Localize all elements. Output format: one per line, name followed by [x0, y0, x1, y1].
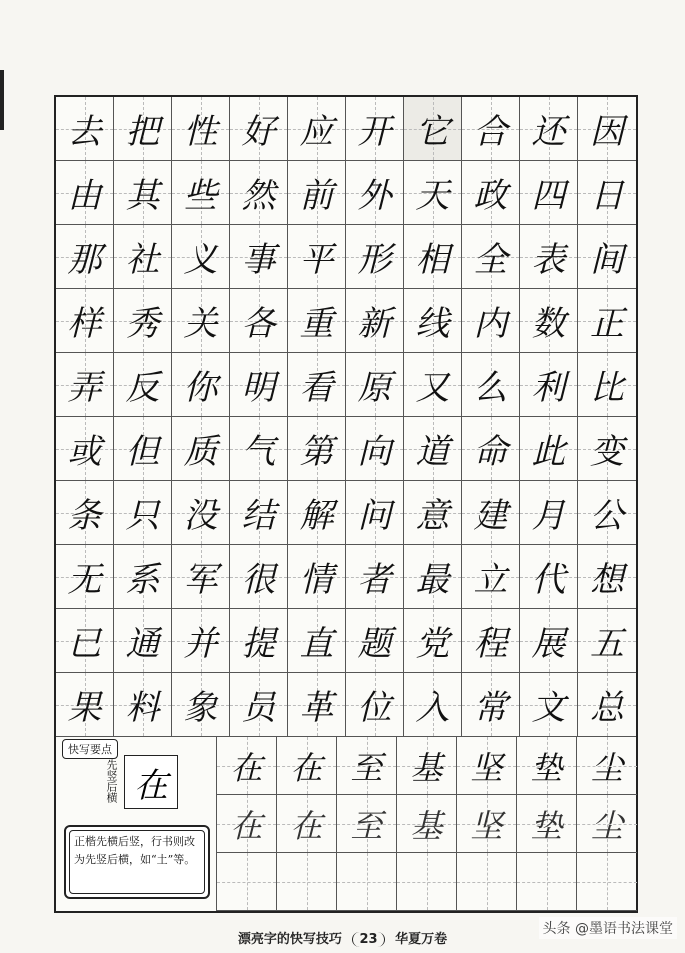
grid-character: 只 — [125, 496, 160, 536]
grid-character: 常 — [473, 688, 508, 728]
grid-character: 情 — [299, 560, 334, 600]
practice-cell — [217, 853, 277, 911]
grid-character: 政 — [473, 176, 508, 216]
grid-character: 你 — [183, 368, 218, 408]
practice-cell — [517, 795, 577, 853]
grid-cell — [346, 545, 404, 609]
grid-cell — [462, 609, 520, 673]
grid-character: 总 — [590, 688, 624, 728]
grid-cell — [230, 481, 288, 545]
grid-character: 么 — [473, 368, 508, 408]
grid-character: 开 — [357, 112, 392, 152]
grid-cell — [462, 225, 520, 289]
grid-cell — [578, 545, 636, 609]
grid-character: 军 — [183, 560, 218, 600]
grid-character: 很 — [241, 560, 276, 600]
grid-character: 果 — [67, 688, 102, 728]
grid-character: 第 — [299, 432, 334, 472]
grid-cell — [172, 545, 230, 609]
practice-character: 垫 — [530, 806, 563, 845]
grid-cell — [346, 353, 404, 417]
grid-character: 员 — [241, 688, 276, 728]
grid-cell — [462, 289, 520, 353]
page-number: 23 — [352, 932, 384, 947]
character-grid — [56, 97, 636, 737]
grid-cell — [230, 289, 288, 353]
grid-cell — [56, 609, 114, 673]
grid-character: 问 — [357, 496, 392, 536]
grid-character: 新 — [357, 304, 392, 344]
tip-note: 正楷先横后竖，行书则改为先竖后横，如“土”等。 — [64, 825, 210, 899]
grid-character: 它 — [415, 112, 450, 152]
grid-cell — [404, 545, 462, 609]
grid-cell — [172, 609, 230, 673]
grid-cell — [404, 481, 462, 545]
grid-character: 日 — [590, 176, 624, 216]
grid-character: 又 — [415, 368, 450, 408]
grid-cell — [462, 417, 520, 481]
grid-character: 全 — [473, 240, 508, 280]
grid-cell — [114, 353, 172, 417]
practice-cell — [577, 853, 637, 911]
grid-character: 但 — [125, 432, 160, 472]
copybook-page — [54, 95, 638, 913]
grid-cell — [230, 353, 288, 417]
grid-cell — [520, 353, 578, 417]
grid-cell — [346, 225, 404, 289]
grid-cell — [346, 609, 404, 673]
grid-cell — [578, 417, 636, 481]
grid-character: 外 — [357, 176, 392, 216]
grid-cell — [578, 353, 636, 417]
grid-character: 象 — [183, 688, 218, 728]
practice-cell — [517, 853, 577, 911]
grid-cell — [578, 225, 636, 289]
grid-cell — [520, 225, 578, 289]
grid-character: 此 — [531, 432, 566, 472]
grid-cell — [462, 97, 520, 161]
tip-vertical-text: 先竖后横 — [105, 759, 118, 803]
grid-cell — [520, 97, 578, 161]
grid-cell — [288, 353, 346, 417]
grid-character: 样 — [67, 304, 102, 344]
grid-character: 表 — [531, 240, 566, 280]
grid-cell — [114, 417, 172, 481]
grid-cell — [172, 353, 230, 417]
grid-character: 道 — [415, 432, 450, 472]
grid-character: 内 — [473, 304, 508, 344]
practice-cell — [277, 737, 337, 795]
grid-character: 位 — [357, 688, 392, 728]
grid-cell — [520, 673, 578, 737]
grid-character: 正 — [590, 304, 624, 344]
grid-cell — [114, 161, 172, 225]
grid-cell — [288, 225, 346, 289]
grid-cell — [56, 417, 114, 481]
grid-cell — [462, 481, 520, 545]
grid-character: 想 — [590, 560, 624, 600]
tip-label: 快写要点 — [62, 739, 118, 759]
grid-cell — [346, 481, 404, 545]
grid-cell — [56, 161, 114, 225]
grid-character: 原 — [357, 368, 392, 408]
practice-cell — [457, 795, 517, 853]
practice-character: 基 — [410, 748, 443, 787]
grid-cell — [288, 161, 346, 225]
grid-cell — [404, 609, 462, 673]
grid-cell — [288, 289, 346, 353]
grid-character: 利 — [531, 368, 566, 408]
grid-cell — [114, 97, 172, 161]
grid-cell — [172, 225, 230, 289]
tip-example-box — [124, 755, 178, 809]
grid-cell — [404, 161, 462, 225]
grid-character: 反 — [125, 368, 160, 408]
lower-section — [56, 737, 636, 911]
practice-cell — [397, 737, 457, 795]
grid-cell — [346, 289, 404, 353]
grid-cell — [404, 673, 462, 737]
grid-cell — [520, 481, 578, 545]
grid-cell — [578, 609, 636, 673]
grid-character: 关 — [183, 304, 218, 344]
grid-cell — [462, 545, 520, 609]
grid-character: 义 — [183, 240, 218, 280]
grid-character: 入 — [415, 688, 450, 728]
grid-character: 没 — [183, 496, 218, 536]
grid-cell — [404, 417, 462, 481]
tip-example-char: 在 — [134, 765, 168, 806]
grid-cell — [462, 673, 520, 737]
grid-character: 题 — [357, 624, 392, 664]
practice-cell — [277, 795, 337, 853]
practice-cell — [397, 853, 457, 911]
grid-character: 好 — [241, 112, 276, 152]
grid-character: 党 — [415, 624, 450, 664]
grid-character: 代 — [531, 560, 566, 600]
grid-character: 事 — [241, 240, 276, 280]
grid-character: 社 — [125, 240, 160, 280]
grid-cell — [172, 481, 230, 545]
practice-cell — [457, 853, 517, 911]
grid-character: 看 — [299, 368, 334, 408]
grid-character: 革 — [299, 688, 334, 728]
grid-cell — [172, 289, 230, 353]
grid-cell — [56, 353, 114, 417]
grid-character: 条 — [67, 496, 102, 536]
practice-character: 垫 — [530, 748, 563, 787]
grid-cell — [288, 417, 346, 481]
grid-cell — [56, 225, 114, 289]
grid-character: 提 — [241, 624, 276, 664]
practice-character: 在 — [290, 748, 323, 787]
grid-character: 系 — [125, 560, 160, 600]
grid-character: 质 — [183, 432, 218, 472]
grid-character: 平 — [299, 240, 334, 280]
practice-cell — [457, 737, 517, 795]
grid-cell — [114, 673, 172, 737]
grid-character: 解 — [299, 496, 334, 536]
practice-character: 坚 — [470, 748, 503, 787]
grid-cell — [346, 417, 404, 481]
grid-cell — [172, 417, 230, 481]
grid-cell — [288, 97, 346, 161]
grid-cell — [578, 673, 636, 737]
footer-title: 漂亮字的快写技巧 — [237, 932, 342, 947]
grid-character: 相 — [415, 240, 450, 280]
grid-cell — [520, 609, 578, 673]
grid-character: 些 — [183, 176, 218, 216]
grid-cell — [404, 353, 462, 417]
grid-character: 无 — [67, 560, 102, 600]
grid-cell — [56, 97, 114, 161]
grid-cell — [578, 289, 636, 353]
practice-character: 至 — [350, 748, 383, 787]
grid-cell — [404, 97, 462, 161]
practice-cell — [337, 853, 397, 911]
grid-character: 或 — [67, 432, 102, 472]
grid-character: 文 — [531, 688, 566, 728]
practice-grid — [216, 737, 637, 911]
grid-character: 重 — [299, 304, 334, 344]
grid-character: 者 — [357, 560, 392, 600]
grid-character: 那 — [67, 240, 102, 280]
grid-character: 去 — [67, 112, 102, 152]
grid-character: 展 — [531, 624, 566, 664]
grid-cell — [172, 673, 230, 737]
practice-cell — [217, 795, 277, 853]
practice-cell — [337, 737, 397, 795]
grid-character: 气 — [241, 432, 276, 472]
grid-character: 程 — [473, 624, 508, 664]
grid-cell — [230, 417, 288, 481]
practice-character: 基 — [410, 806, 443, 845]
practice-character: 坚 — [470, 806, 503, 845]
grid-character: 建 — [473, 496, 508, 536]
grid-character: 明 — [241, 368, 276, 408]
practice-cell — [577, 795, 637, 853]
grid-character: 应 — [299, 112, 334, 152]
grid-character: 因 — [590, 112, 624, 152]
practice-cell — [337, 795, 397, 853]
grid-cell — [346, 673, 404, 737]
practice-character: 尘 — [590, 806, 623, 845]
practice-cell — [217, 737, 277, 795]
grid-character: 月 — [531, 496, 566, 536]
grid-cell — [230, 545, 288, 609]
grid-cell — [520, 545, 578, 609]
grid-character: 已 — [67, 624, 102, 664]
grid-cell — [462, 353, 520, 417]
grid-cell — [578, 97, 636, 161]
grid-character: 命 — [473, 432, 508, 472]
practice-character: 在 — [230, 748, 263, 787]
grid-character: 数 — [531, 304, 566, 344]
grid-character: 料 — [125, 688, 160, 728]
grid-character: 公 — [590, 496, 624, 536]
practice-character: 至 — [350, 806, 383, 845]
grid-cell — [230, 161, 288, 225]
footer-publisher: 华夏万卷 — [395, 932, 448, 947]
grid-character: 还 — [531, 112, 566, 152]
grid-cell — [578, 481, 636, 545]
practice-cell — [397, 795, 457, 853]
grid-cell — [114, 545, 172, 609]
grid-cell — [288, 609, 346, 673]
grid-character: 各 — [241, 304, 276, 344]
grid-cell — [404, 225, 462, 289]
grid-character: 线 — [415, 304, 450, 344]
grid-cell — [346, 161, 404, 225]
grid-character: 向 — [357, 432, 392, 472]
grid-cell — [114, 481, 172, 545]
watermark: 头条 @墨语书法课堂 — [539, 917, 677, 939]
grid-character: 通 — [125, 624, 160, 664]
grid-cell — [230, 609, 288, 673]
practice-cell — [517, 737, 577, 795]
grid-cell — [56, 545, 114, 609]
grid-character: 弄 — [67, 368, 102, 408]
grid-cell — [56, 481, 114, 545]
grid-character: 然 — [241, 176, 276, 216]
grid-cell — [288, 673, 346, 737]
grid-cell — [114, 609, 172, 673]
grid-cell — [520, 161, 578, 225]
grid-cell — [114, 289, 172, 353]
grid-character: 最 — [415, 560, 450, 600]
grid-cell — [346, 97, 404, 161]
grid-character: 间 — [590, 240, 624, 280]
grid-character: 其 — [125, 176, 160, 216]
grid-character: 形 — [357, 240, 392, 280]
grid-character: 性 — [183, 112, 218, 152]
grid-character: 比 — [590, 368, 624, 408]
grid-character: 意 — [415, 496, 450, 536]
grid-cell — [230, 225, 288, 289]
grid-cell — [230, 97, 288, 161]
grid-cell — [288, 481, 346, 545]
grid-cell — [462, 161, 520, 225]
grid-character: 天 — [415, 176, 450, 216]
grid-cell — [172, 97, 230, 161]
grid-cell — [520, 289, 578, 353]
grid-character: 结 — [241, 496, 276, 536]
grid-cell — [172, 161, 230, 225]
binding-edge — [0, 70, 4, 130]
grid-character: 直 — [299, 624, 334, 664]
grid-cell — [56, 673, 114, 737]
grid-cell — [114, 225, 172, 289]
grid-character: 并 — [183, 624, 218, 664]
grid-character: 由 — [67, 176, 102, 216]
grid-character: 把 — [125, 112, 160, 152]
grid-cell — [230, 673, 288, 737]
grid-cell — [288, 545, 346, 609]
grid-character: 五 — [590, 624, 624, 664]
grid-cell — [404, 289, 462, 353]
practice-cell — [277, 853, 337, 911]
grid-cell — [520, 417, 578, 481]
grid-character: 秀 — [125, 304, 160, 344]
grid-character: 合 — [473, 112, 508, 152]
grid-cell — [578, 161, 636, 225]
practice-character: 在 — [290, 806, 323, 845]
practice-character: 尘 — [590, 748, 623, 787]
grid-character: 变 — [590, 432, 624, 472]
grid-cell — [56, 289, 114, 353]
practice-cell — [577, 737, 637, 795]
grid-character: 前 — [299, 176, 334, 216]
grid-character: 四 — [531, 176, 566, 216]
grid-character: 立 — [473, 560, 508, 600]
practice-character: 在 — [230, 806, 263, 845]
